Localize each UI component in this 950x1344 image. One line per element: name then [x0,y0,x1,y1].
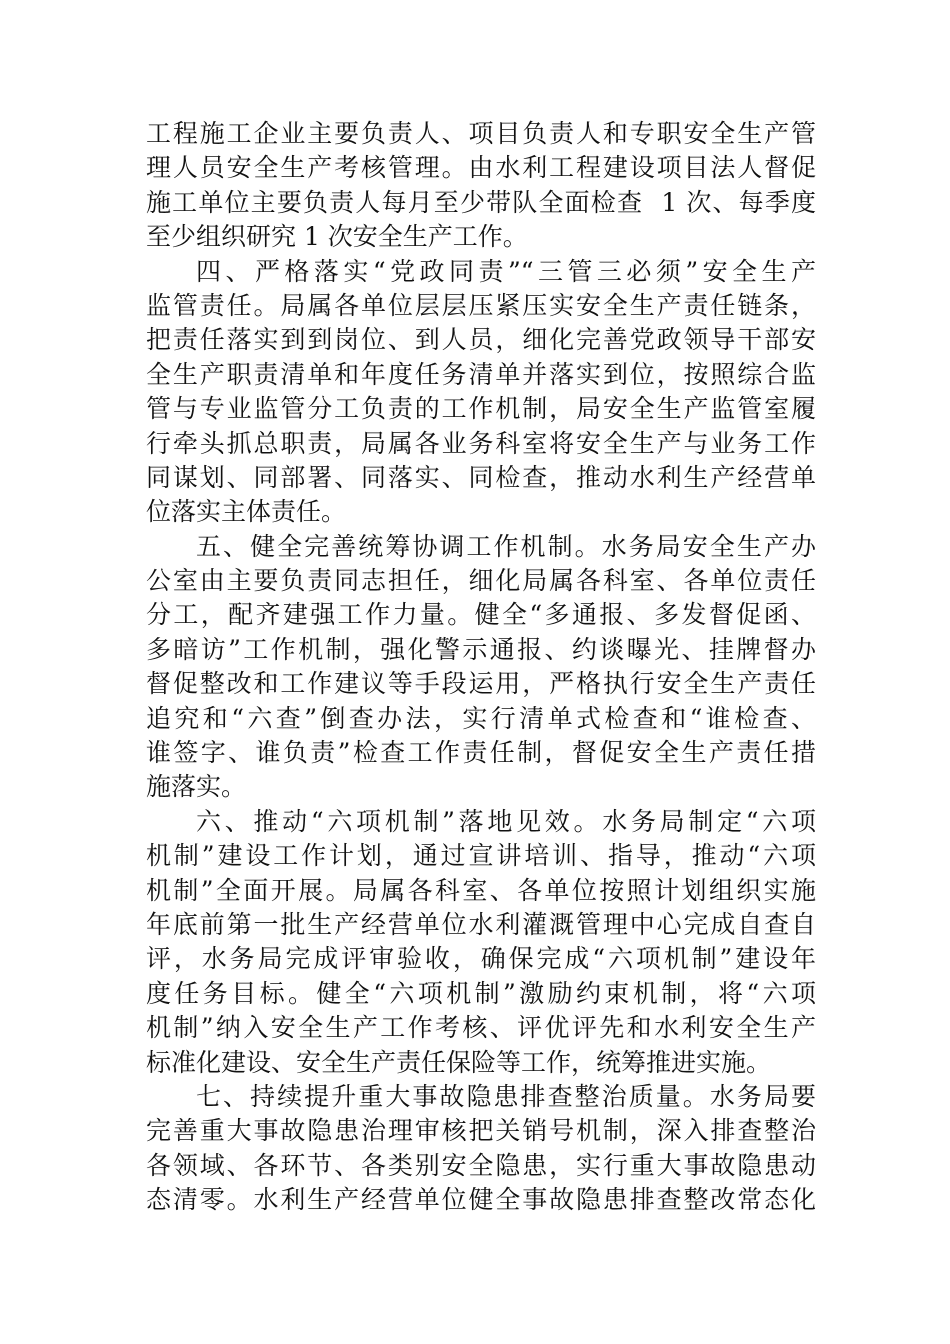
text-line: 分工，配齐建强工作力量。健全“多通报、多发督促函、 [146,600,816,630]
text-line: 机制”建设工作计划，通过宣讲培训、指导，推动“六项 [146,841,816,871]
section-heading-line: 五、健全完善统筹协调工作机制。水务局安全生产办 [196,531,816,561]
text-line: 把责任落实到到岗位、到人员，细化完善党政领导干部安 [146,325,816,355]
paragraph-end-line: 标准化建设、安全生产责任保险等工作，统筹推进实施。 [146,1047,772,1077]
text-line: 公室由主要负责同志担任，细化局属各科室、各单位责任 [146,566,816,596]
text-line: 施工单位主要负责人每月至少带队全面检查 1 次、每季度 [146,187,816,217]
text-line: 追究和“六查”倒查办法，实行清单式检查和“谁检查、 [146,703,816,733]
text-line: 机制”纳入安全生产工作考核、评优评先和水利安全生产 [146,1013,816,1043]
text-line: 管与专业监管分工负责的工作机制，局安全生产监管室履 [146,394,816,424]
text-line: 工程施工企业主要负责人、项目负责人和专职安全生产管 [146,119,816,148]
text-line: 督促整改和工作建议等手段运用，严格执行安全生产责任 [146,669,816,699]
text-line: 谁签字、谁负责”检查工作责任制，督促安全生产责任措 [146,738,816,768]
document-body-text [146,117,816,1218]
text-line: 年底前第一批生产经营单位水利灌溉管理中心完成自查自 [146,909,816,939]
text-line: 监管责任。局属各单位层层压紧压实安全生产责任链条， [146,290,816,320]
text-line: 理人员安全生产考核管理。由水利工程建设项目法人督促 [146,153,816,183]
text-line: 行牵头抓总职责，局属各业务科室将安全生产与业务工作 [146,428,816,458]
paragraph-end-line: 位落实主体责任。 [146,497,347,527]
section-heading-line: 六、推动“六项机制”落地见效。水务局制定“六项 [196,806,816,836]
text-line: 同谋划、同部署、同落实、同检查，推动水利生产经营单 [146,462,816,492]
paragraph-end-line: 施落实。 [146,772,247,802]
text-line: 态清零。水利生产经营单位健全事故隐患排查整改常态化 [146,1185,816,1215]
text-line: 各领域、各环节、各类别安全隐患，实行重大事故隐患动 [146,1150,816,1180]
text-line: 全生产职责清单和年度任务清单并落实到位，按照综合监 [146,359,816,389]
section-heading-line: 七、持续提升重大事故隐患排查整治质量。水务局要 [196,1081,816,1111]
text-line: 度任务目标。健全“六项机制”激励约束机制，将“六项 [146,978,816,1008]
text-line: 评，水务局完成评审验收，确保完成“六项机制”建设年 [146,944,816,974]
paragraph-end-line: 至少组织研究 1 次安全生产工作。 [146,222,528,252]
text-line: 机制”全面开展。局属各科室、各单位按照计划组织实施 [146,875,816,905]
text-line: 完善重大事故隐患治理审核把关销号机制，深入排查整治 [146,1116,816,1146]
text-line: 多暗访”工作机制，强化警示通报、约谈曝光、挂牌督办 [146,634,816,664]
section-heading-line: 四、严格落实“党政同责”“三管三必须”安全生产 [196,256,816,286]
